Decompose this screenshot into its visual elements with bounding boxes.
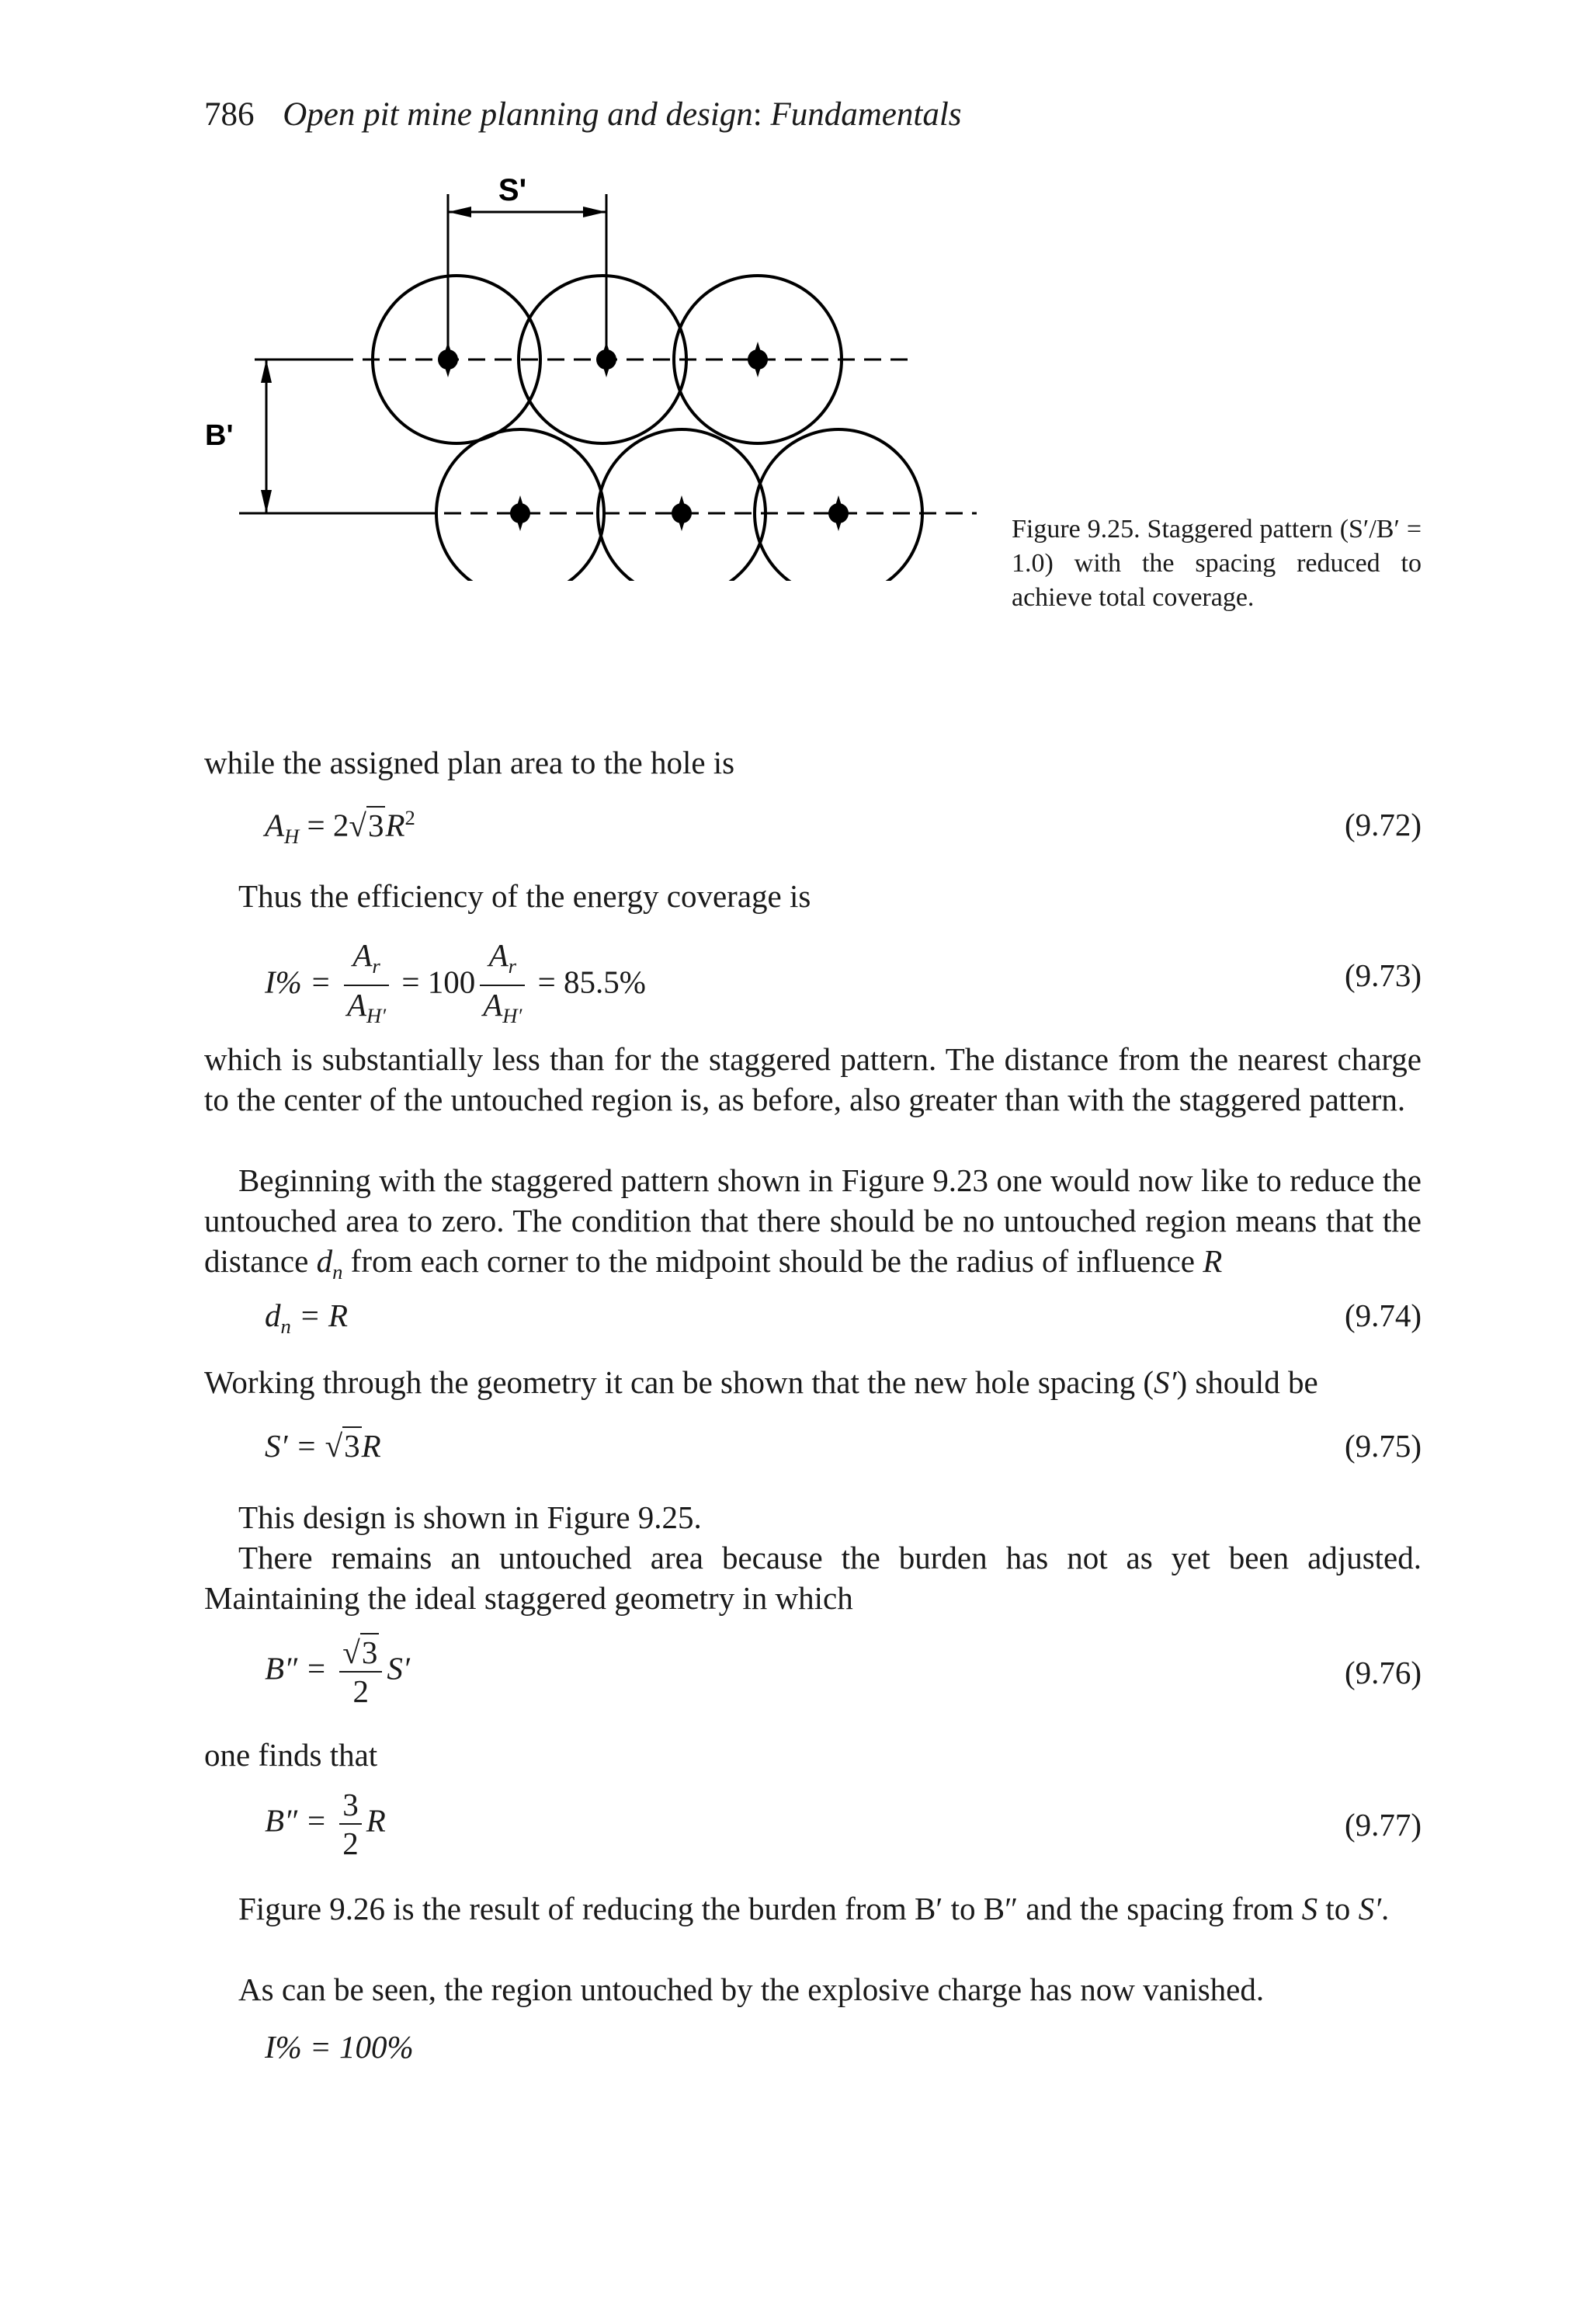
paragraph-3: which is substantially less than for the staggered pattern. The distance from the nearest charge to the center of the untouched region is, as before, also greater than with the staggered pattern. [204,1041,1422,1117]
hole-marker-4 [510,495,530,531]
equation-number: (9.76) [1344,1655,1422,1690]
paragraph-10: As can be seen, the region untouched by the explosive charge has now vanished. [238,1971,1265,2007]
paragraph-2: Thus the efficiency of the energy coverage is [238,878,811,914]
hole-marker-6 [828,495,849,531]
paragraph-9: Figure 9.26 is the result of reducing the burden from B′ to B″ and the spacing from S to S′. [238,1891,1390,1926]
equation-9-77: B″ = $\frac{3}{2}$ R (9.77) [265,1787,1422,1861]
burden-label: B' [205,419,234,452]
hole-marker-5 [672,495,692,531]
staggered-pattern-figure [200,177,977,581]
running-head [204,92,962,138]
spacing-label: S' [498,177,527,207]
page-number: 786 [204,96,255,133]
figure-caption: Figure 9.25. Staggered pattern (S′/B′ = 1.0) with the spacing reduced to achieve total coverage. [1012,515,1422,612]
equation-9-74: $d_n = R$ (9.74) [265,1297,1422,1339]
equation-number: (9.75) [1344,1428,1422,1464]
paragraph-1: while the assigned plan area to the hole is [204,745,735,780]
paragraph-6: This design is shown in Figure 9.25. [238,1499,702,1535]
equation-9-75: S′ = √3R (9.75) [265,1428,1422,1464]
equation-number: (9.74) [1344,1297,1422,1333]
equation-9-72: $A_H = 2√3R^2$ (9.72) [265,806,1422,848]
equation-9-76: B″ = $\frac{√3}{2}$ S′ (9.76) [265,1634,1422,1709]
paragraph-4: Beginning with the staggered pattern shown in Figure 9.23 one would now like to reduce the untouched area to zero. The condition that there should be no untouched region means that the distance $d_n$ from each corner to the midpoint should be the radius of influence R [204,1162,1422,1284]
paragraph-5: Working through the geometry it can be shown that the new hole spacing (S′) should be [204,1364,1318,1400]
paragraph-8: one finds that [204,1737,378,1773]
book-title: Open pit mine planning and design: Fundamentals [283,96,962,133]
equation-number: (9.73) [1344,957,1422,993]
equation-number: (9.72) [1344,807,1422,842]
equation-number: (9.77) [1344,1807,1422,1843]
hole-marker-2 [596,342,616,377]
hole-marker-1 [438,342,458,377]
paragraph-7: There remains an untouched area because the burden has not as yet been adjusted. Maintaining the ideal staggered geometry in which [204,1540,1422,1616]
hole-marker-3 [748,342,768,377]
equation-9-73: I% = $\frac{A_r}{A_{H'}}$ = 100 $\frac{A_r}{A_{H'}}$ = 85.5% (9.73) [265,937,1422,1028]
equation-final: I% = 100% [265,2029,414,2065]
